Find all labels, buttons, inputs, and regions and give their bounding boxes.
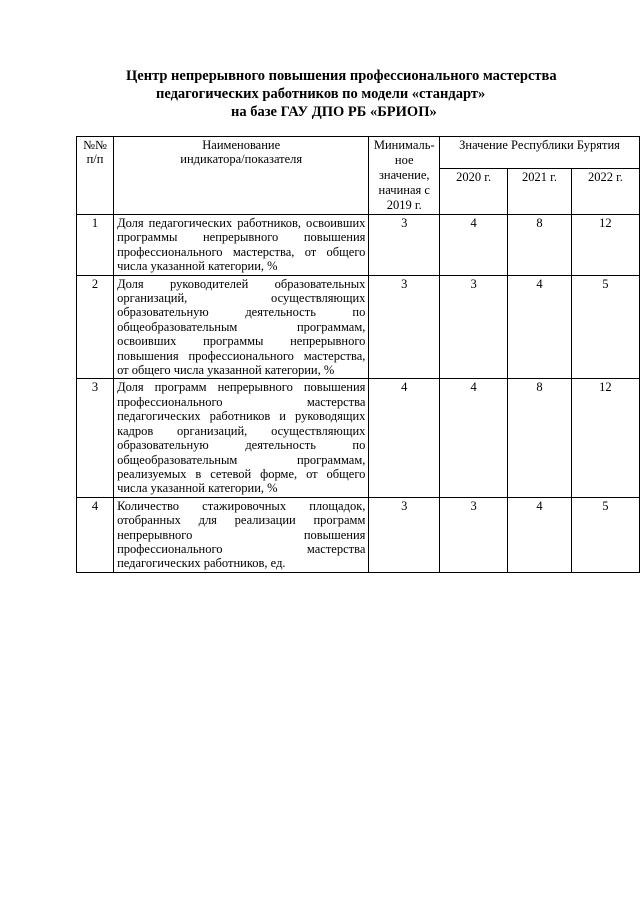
header-name: [114, 137, 369, 215]
header-min-line2: ное: [394, 153, 414, 167]
value-2022: 5: [571, 275, 639, 379]
table-row: [77, 379, 640, 497]
table-row: [77, 497, 640, 572]
value-2020: 3: [440, 275, 508, 379]
header-min-line4: начиная с: [378, 183, 430, 197]
value-2022: 12: [571, 215, 639, 276]
header-name-line2: индикатора/показателя: [180, 152, 303, 167]
value-2021: 4: [508, 275, 572, 379]
title-line-1: Центр непрерывного повышения профессионального мастерства: [126, 68, 557, 84]
header-min-value: [369, 137, 440, 215]
table-row: [77, 275, 640, 379]
value-2020: 4: [440, 379, 508, 497]
title-line-3: на базе ГАУ ДПО РБ «БРИОП»: [231, 104, 437, 120]
indicator-name: Доля педагогических работников, освоивших программы непрерывного повышения профессионального мастерства, от общего числа указанной категории, %: [114, 215, 369, 276]
header-min-line5: 2019 г.: [386, 198, 422, 212]
value-2021: 8: [508, 215, 572, 276]
row-number: 4: [77, 497, 114, 572]
min-value: 3: [369, 497, 440, 572]
header-year-2020: 2020 г.: [440, 169, 508, 215]
header-year-2021: 2021 г.: [508, 169, 572, 215]
value-2022: 12: [571, 379, 639, 497]
min-value: 3: [369, 215, 440, 276]
value-2022: 5: [571, 497, 639, 572]
title-line-2: педагогических работников по модели «стандарт»: [156, 86, 486, 102]
indicator-name: Количество стажировочных площадок, отобранных для реализации программ непрерывного повышения профессионального мастерства педагогических работников, ед.: [114, 497, 369, 572]
header-num: [77, 137, 114, 215]
value-2020: 4: [440, 215, 508, 276]
table-row: [77, 215, 640, 276]
row-number: 2: [77, 275, 114, 379]
row-number: 1: [77, 215, 114, 276]
header-num-line1: №№: [83, 138, 107, 152]
header-min-line3: значение,: [378, 168, 430, 182]
header-name-line1: Наименование: [202, 138, 281, 152]
min-value: 4: [369, 379, 440, 497]
table-header: [77, 137, 640, 215]
min-value: 3: [369, 275, 440, 379]
indicators-table: [76, 136, 640, 573]
header-row-1: [77, 137, 640, 169]
value-2020: 3: [440, 497, 508, 572]
indicator-name: Доля программ непрерывного повышения профессионального мастерства педагогических работников и руководящих кадров организаций, осуществляющих образовательную деятельность по общеобразовательным программам, реализуемых в сетевой форме, от общего числа указанной категории, %: [114, 379, 369, 497]
header-region-value: Значение Республики Бурятия: [440, 137, 640, 169]
value-2021: 8: [508, 379, 572, 497]
header-min-line1: Минималь-: [373, 138, 435, 152]
header-num-line2: п/п: [86, 152, 104, 167]
row-number: 3: [77, 379, 114, 497]
header-year-2022: 2022 г.: [571, 169, 639, 215]
indicator-name: Доля руководителей образовательных организаций, осуществляющих образовательную деятельность по общеобразовательным программам, освоивших программы непрерывного повышения профессионального мастерства, от общего числа указанной категории, %: [114, 275, 369, 379]
value-2021: 4: [508, 497, 572, 572]
table-body: [77, 215, 640, 573]
